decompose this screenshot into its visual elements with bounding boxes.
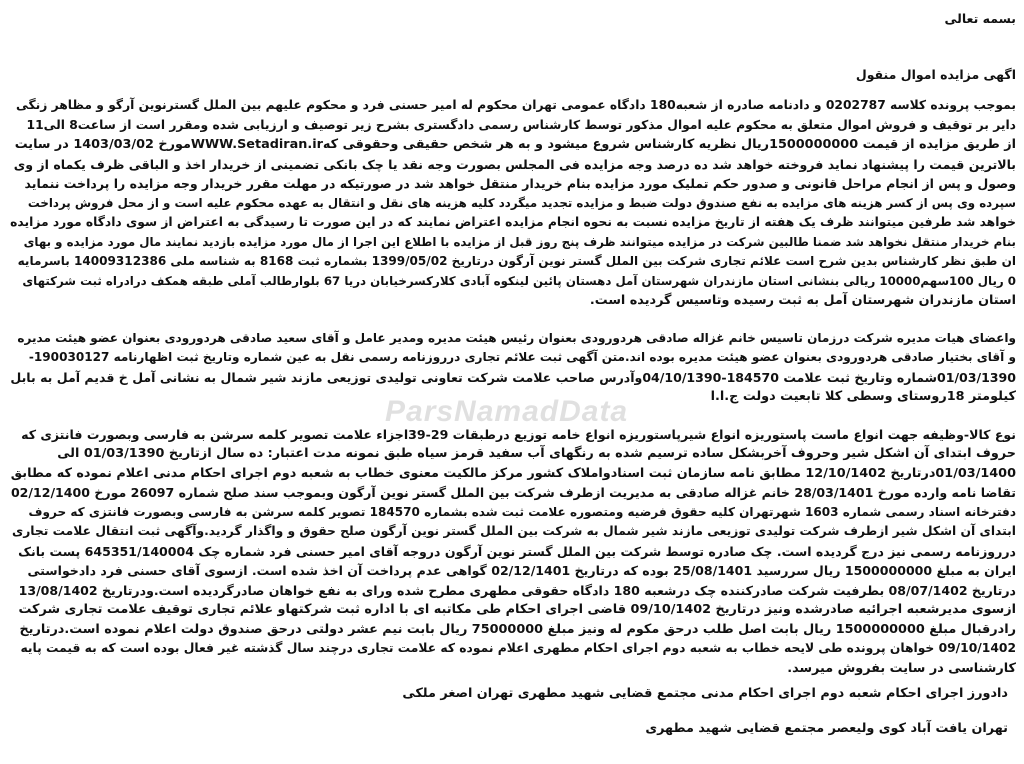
text-line: کیلومتر 18روستای وسطی کلا تابعیت دولت ج.ا.ا — [710, 389, 1016, 404]
text-line: بموجب پرونده کلاسه 0202787 و دادنامه صادره از شعبه180 دادگاه عمومی تهران محکوم له امیر حسنی فرد و محکوم علیهم بین الملل گسترنوین آرگو و مظاهر زنگی — [16, 98, 1016, 112]
paragraph-goods-type — [10, 425, 1016, 679]
text-line: خواهد شد طرفین میتوانند ظرف یک هفته از تاریخ مزایده نسبت به نحوه انجام مزایده اعتراض نمایند که در این صورت تا رسیدگی به اعتراض از سوی دادگاه مورد مزایده — [10, 215, 1016, 229]
text-line: واعضای هیات مدیره شرکت درزمان تاسیس خانم غزاله صادقی هردورودی بعنوان رئیس هیئت مدیره ومدیر عامل و آقای سعید صادقی هردورودی بعنوان عضو هیئت مدیره — [17, 330, 1016, 345]
bismillah-heading: بسمه تعالی — [944, 11, 1016, 26]
text-line: رادرقبال مبلغ 1500000000 ریال بابت اصل طلب درحق مکوم له ونیز مبلغ 75000000 ریال بابت نیم عشر دولتی درحق صندوق دولت اعلام نموده است.درتاریخ — [19, 621, 1016, 637]
text-line: بالاترین قیمت را پیشنهاد نماید فروخته خواهد شد ده درصد وجه مزایده فی المجلس بصورت وجه نقد یا چک بانکی تضمینی از خریدار اخذ و الباقی ظرف یکماه از وی — [13, 156, 1016, 172]
text-line: 01/03/1390شماره وتاریخ ثبت علامت 184570-04/10/1390وآدرس صاحب علامت شرکت تعاونی تولیدی توزیعی مازند شیر شمال به نشانی آمل خ قدیم آمل به بابل — [10, 369, 1016, 385]
text-line: حروف ابتدای آن اشکل شیر وحروف آخربشکل ساده ترسیم شده به رنگهای آب سفید قرمز سیاه طبق نمونه مدت اعتبار: ده سال ازتاریخ 01/03/1390 الی — [57, 446, 1016, 461]
text-line: کارشناسی در سایت بفروش میرسد. — [787, 660, 1016, 676]
text-line: دفترخانه اسناد رسمی شماره 1603 شهرتهران کلیه حقوق فرضیه ومتصوره علامت ثبت شده بشماره 184570 تصویر کلمه سرشن به فارسی وبصورت فانتزی که حروف — [28, 504, 1016, 519]
text-line: وصول و پس از انجام مراحل قانونی و صدور حکم تملیک مورد مزایده بنام خریدار منتقل خواهد شد در صورتیکه در مهلت مقرر خریدار وجه مزایده را پرداخت ننماید — [24, 176, 1016, 191]
text-line: ازسوی مدیرشعبه اجرائیه صادرشده ونیز درتاریخ 09/10/1402 قاضی اجرای احکام طی مکاتبه ای با اداره ثبت شرکتهاو علائم تجاری توقیف علامت تجاری شرکت — [18, 602, 1016, 617]
paragraph-intro — [10, 96, 1016, 311]
text-line: 09/10/1402 خواهان پرونده طی لایحه خطاب به شعبه دوم اجرای احکام مطهری اعلام نموده که علامت تجاری درچند سال گذشته غیر فعال بوده است که به قیمت پایه — [20, 641, 1016, 655]
text-line: دایر بر توقیف و فروش اموال متعلق به محکوم علیه اموال مذکور توسط کارشناس رسمی دادگستری بشرح زیر توصیف و ارزیابی شده ومقرر است از ساعت8 الی11 — [26, 117, 1016, 132]
text-line: از طریق مزایده از قیمت 1500000000ریال نظریه کارشناس شروع میشود و به هر شخص حقیقی وحقوقی کهWWW.Setadiran.irمورخ 1403/03/02 در سایت — [14, 137, 1016, 152]
paragraph-board-members — [10, 329, 1016, 407]
watermark-text: ParsNamadData — [385, 395, 629, 428]
text-line: ان طبق نظر کارشناس بدین شرح است علائم تجاری شرکت بین الملل گستر نوین آرگون درتاریخ 1399/05/02 بشماره ثبت 8168 به شناسه ملی 14009312386 باسرمایه — [17, 254, 1016, 268]
text-line: تقاضا نامه وارده مورخ 28/03/1401 خانم غزاله صادقی به مدیریت ازطرف شرکت بین الملل گستر نوین آرگون وبموجب سند صلح شماره 26097 مورخ 02/12/1400 — [10, 485, 1016, 500]
text-line: استان مازندران شهرستان آمل به ثبت رسیده وتاسیس گردیده است. — [589, 293, 1016, 308]
text-line: نوع کالا-وظیفه جهت انواع ماست پاستوریزه انواع شیرپاستوریزه انواع خامه توزیع درطبقات 29-39اجزاء علامت تصویر کلمه سرشن به فارسی وبصورت فانتزی که — [21, 426, 1016, 442]
text-line: ابتدای آن اشکل شیر ازطرف شرکت تولیدی توزیعی مازند شیر شمال به شرکت بین الملل گستر نوین آرگون صلح حقوق و واگذار گردید.وآگهی ثبت انتقال علامت تجاری — [11, 524, 1016, 538]
signature-address: تهران یافت آباد کوی ولیعصر مجتمع قضایی شهید مطهری — [645, 721, 1008, 736]
text-line: 01/03/1400درتاریخ 12/10/1402 مطابق نامه سازمان ثبت اسنادواملاک کشور مرکز مالکیت معنوی خطاب به شعبه دوم اجرای احکام مدنی اعلام نموده که مطابق — [10, 465, 1016, 481]
text-line: و آقای بختیار صادقی هردورودی بعنوان عضو هیئت مدیره بوده اند.متن آگهی ثبت علائم تجاری درروزنامه رسمی نقل به عین شماره وتاریخ ثبت اظهارنامه 190030127- — [28, 350, 1016, 364]
text-line: 0 ریال 100سهم10000 ریالی بنشانی استان مازندران شهرستان آمل دهستان پائین لینکوه آبادی کلارکسرخیابان دریا 67 بلوارطالب آملی طبقه همکف درادراه ثبت شرکتهای — [22, 273, 1016, 288]
signature-officer: دادورز اجرای احکام شعبه دوم اجرای احکام مدنی مجتمع قضایی شهید مطهری تهران اصغر ملکی — [402, 686, 1008, 701]
text-line: درتاریخ 08/07/1402 بطرفیت شرکت صادرکننده چک درشعبه 180 دادگاه حقوقی مطهری مطرح شده ورای به نفع خواهان صادرگردیده است.ودرتاریخ 13/08/1402 — [18, 582, 1016, 598]
text-line: ایران به مبلغ 1500000000 ریال سررسید 25/08/1401 بوده که درتاریخ 02/12/1401 گواهی عدم پرداخت آن اخذ شده است. ازسوی آقای حسنی فرد دادخواستی — [27, 563, 1016, 578]
text-line: درروزنامه رسمی نیز درج گردیده است. چک صادره توسط شرکت بین الملل گستر نوین آرگون دروجه آقای امیر حسنی فرد شماره چک 645351/140004 پست بانک — [18, 543, 1016, 559]
text-line: سپرده وی پس از کسر هزینه های مزایده به نفع صندوق دولت ضبط و مزایده تجدید میگردد کلیه هزینه های نقل و انتقال به عهده محکوم علیه است و از محل فروش پرداخت — [27, 195, 1016, 210]
text-line: بنام خریدار منتقل نخواهد شد ضمنا طالبین شرکت در مزایده میتوانند ظرف پنج روز قبل از مزایده با اطلاع این اجرا از مال مورد مزایده بازدید نمایند مال مورد مزایده و بهای — [23, 234, 1016, 249]
notice-title: اگهی مزایده اموال منقول — [855, 67, 1016, 82]
